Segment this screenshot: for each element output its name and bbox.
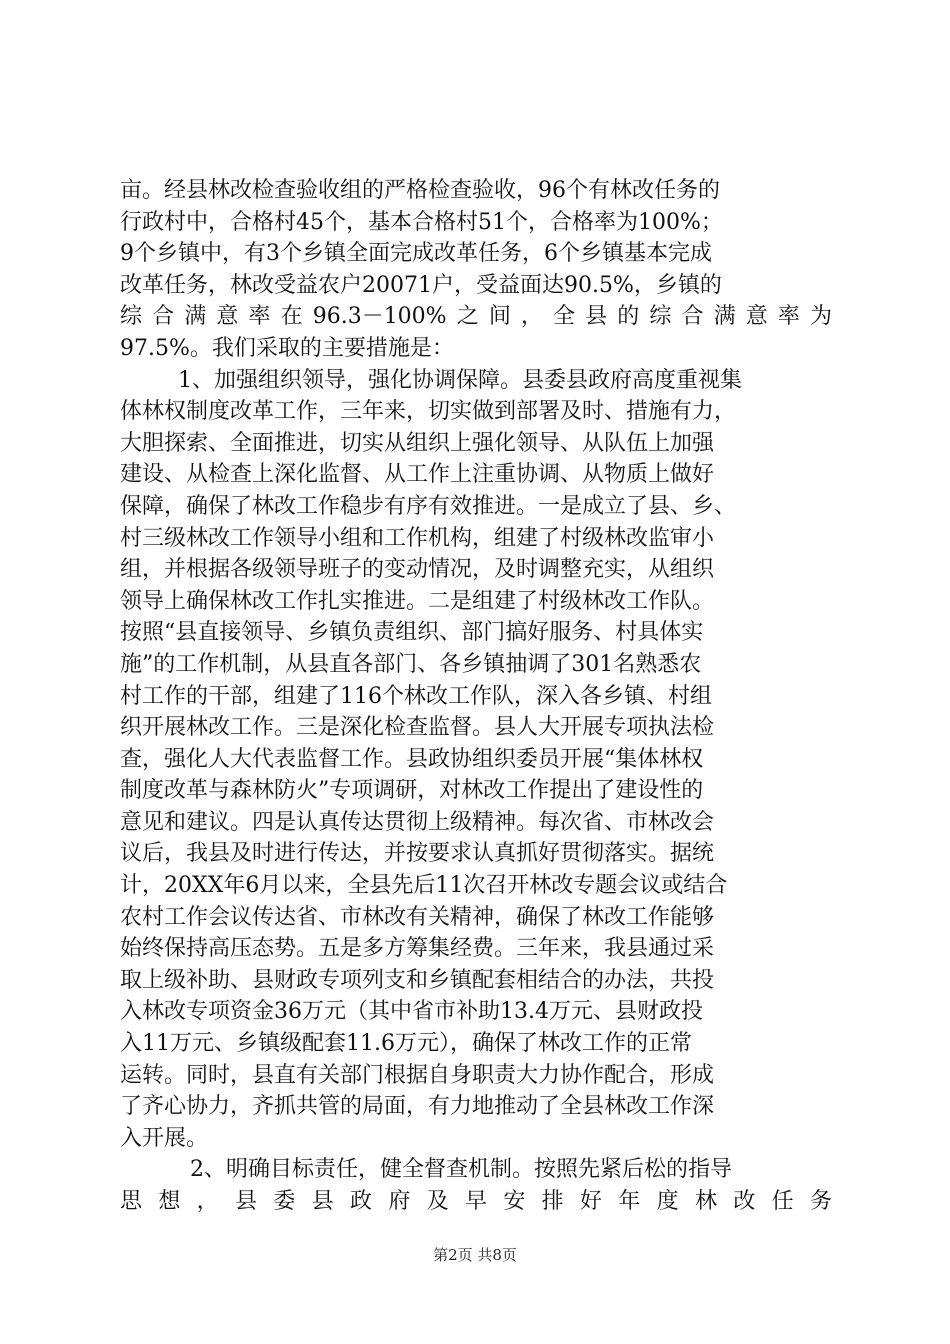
page-footer: 第2页 共8页 bbox=[433, 1246, 517, 1264]
text-line: 大胆探索、全面推进，切实从组织上强化领导、从队伍上加强 bbox=[120, 430, 715, 456]
document-body bbox=[120, 175, 832, 1218]
text-line: 始终保持高压态势。五是多方筹集经费。三年来，我县通过采 bbox=[120, 936, 715, 962]
text-line: 查，强化人大代表监督工作。县政协组织委员开展“集体林权 bbox=[120, 746, 704, 772]
text-line: 织开展林改工作。三是深化检查监督。县人大开展专项执法检 bbox=[120, 715, 715, 741]
text-line: 村三级林改工作领导小组和工作机构，组建了村级林改监审小 bbox=[120, 525, 715, 551]
text-line: 思想，县委县政府及早安排好年度林改任务 bbox=[120, 1189, 832, 1214]
text-line: 入11万元、乡镇级配套11.6万元），确保了林改工作的正常 bbox=[120, 1031, 692, 1057]
text-line: 取上级补助、县财政专项列支和乡镇配套相结合的办法，共投 bbox=[120, 967, 715, 993]
text-line: 入林改专项资金36万元（其中省市补助13.4万元、县财政投 bbox=[120, 999, 703, 1025]
text-line: 组，并根据各级领导班子的变动情况，及时调整充实，从组织 bbox=[120, 557, 715, 583]
text-line: 运转。同时，县直有关部门根据自身职责大力协作配合，形成 bbox=[120, 1062, 715, 1088]
text-line: 综合满意率在96.3－100%之间，全县的综合满意率为 bbox=[120, 304, 832, 330]
text-line: 行政村中，合格村45个，基本合格村51个，合格率为100%； bbox=[120, 209, 723, 235]
text-line: 村工作的干部，组建了116个林改工作队，深入各乡镇、村组 bbox=[120, 683, 712, 709]
text-line: 改革任务，林改受益农户20071户，受益面达90.5%，乡镇的 bbox=[120, 272, 722, 298]
text-line: 制度改革与森林防火”专项调研，对林改工作提出了建设性的 bbox=[120, 778, 704, 804]
text-line: 保障，确保了林改工作稳步有序有效推进。一是成立了县、乡、 bbox=[120, 493, 737, 519]
text-line: 领导上确保林改工作扎实推进。二是组建了村级林改工作队。 bbox=[120, 588, 715, 614]
text-line: 议后，我县及时进行传达，并按要求认真抓好贯彻落实。据统 bbox=[120, 841, 715, 867]
text-line: 入开展。 bbox=[120, 1125, 209, 1151]
text-line: 计，20XX年6月以来，全县先后11次召开林改专题会议或结合 bbox=[120, 873, 728, 899]
text-line: 农村工作会议传达省、市林改有关精神，确保了林改工作能够 bbox=[120, 904, 715, 930]
text-line: 亩。经县林改检查验收组的严格检查验收，96个有林改任务的 bbox=[120, 178, 720, 203]
text-line: 施”的工作机制，从县直各部门、各乡镇抽调了301名熟悉农 bbox=[120, 651, 702, 677]
text-line: 建设、从检查上深化监督、从工作上注重协调、从物质上做好 bbox=[120, 462, 715, 488]
text-line: 97.5%。我们采取的主要措施是： bbox=[120, 335, 454, 361]
text-line: 体林权制度改革工作，三年来，切实做到部署及时、措施有力， bbox=[120, 399, 737, 425]
text-line: 按照“县直接领导、乡镇负责组织、部门搞好服务、村具体实 bbox=[120, 620, 704, 646]
paragraph-start: 2、明确目标责任，健全督查机制。按照先紧后松的指导 bbox=[190, 1157, 732, 1183]
text-line: 意见和建议。四是认真传达贯彻上级精神。每次省、市林改会 bbox=[120, 809, 715, 835]
text-line: 了齐心协力，齐抓共管的局面，有力地推动了全县林改工作深 bbox=[120, 1094, 715, 1120]
paragraph-start: 1、加强组织领导，强化协调保障。县委县政府高度重视集 bbox=[178, 367, 742, 393]
text-line: 9个乡镇中，有3个乡镇全面完成改革任务，6个乡镇基本完成 bbox=[120, 241, 712, 267]
